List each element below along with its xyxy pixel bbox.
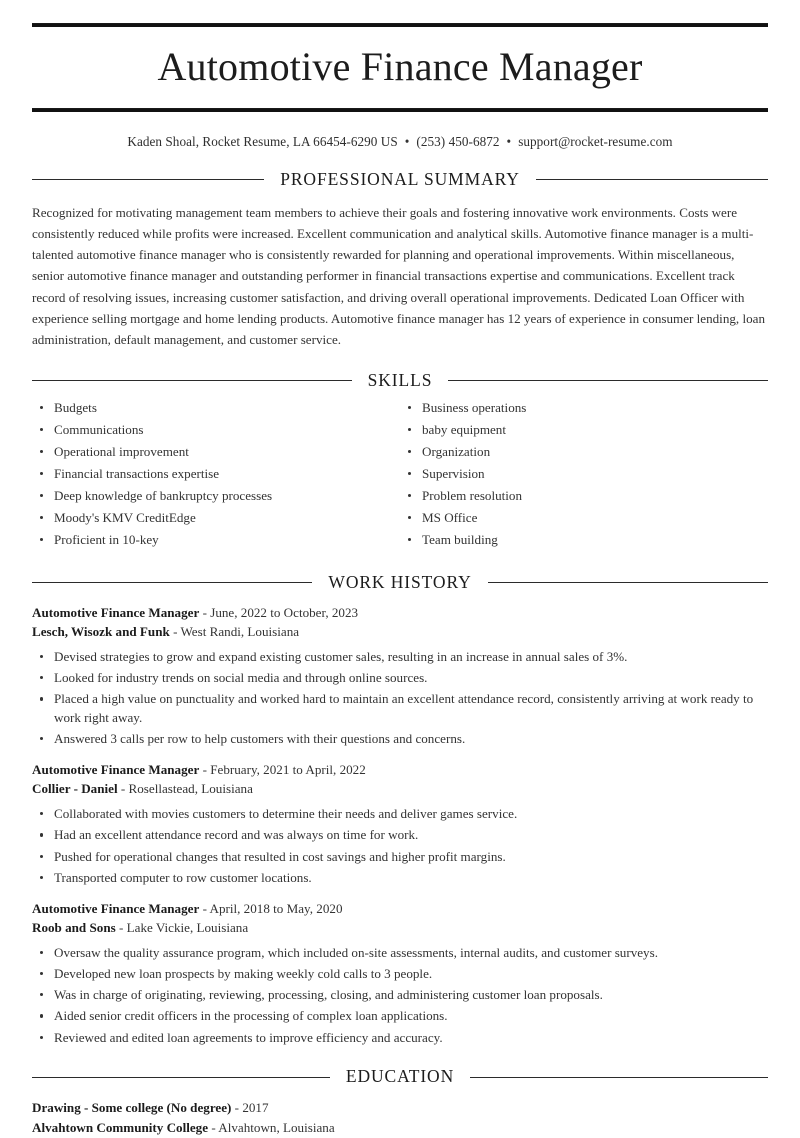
job-location: Rosellastead, Louisiana xyxy=(128,781,253,797)
section-rule-right xyxy=(470,1077,768,1078)
section-header-skills xyxy=(32,369,768,390)
list-item: Operational improvement xyxy=(32,443,400,461)
job-bullets xyxy=(32,648,768,749)
list-item: Supervision xyxy=(400,465,768,483)
job-company-line xyxy=(32,622,768,641)
list-item: Looked for industry trends on social media and through online sources. xyxy=(32,669,768,688)
work-history-entry xyxy=(32,760,768,888)
section-header-education xyxy=(32,1068,768,1086)
skills-column-left xyxy=(32,399,400,553)
section-header-work-history xyxy=(32,574,768,592)
job-bullets xyxy=(32,805,768,887)
job-title-line xyxy=(32,603,768,622)
list-item: Budgets xyxy=(32,399,400,417)
section-rule-left xyxy=(32,582,312,583)
list-item: Team building xyxy=(400,531,768,549)
list-item: Deep knowledge of bankruptcy processes xyxy=(32,487,400,505)
list-item: Reviewed and edited loan agreements to improve efficiency and accuracy. xyxy=(32,1029,768,1048)
job-company: Collier - Daniel xyxy=(32,781,118,797)
education-location: Alvahtown, Louisiana xyxy=(218,1119,335,1135)
job-title: Automotive Finance Manager xyxy=(32,900,200,916)
header-bottom-rule xyxy=(32,108,768,112)
section-title-work-history: WORK HISTORY xyxy=(328,572,472,593)
education-degree-line xyxy=(32,1098,768,1118)
page-title: Automotive Finance Manager xyxy=(157,44,643,89)
skills-list-left xyxy=(32,399,400,549)
list-item: MS Office xyxy=(400,509,768,527)
section-title-summary: PROFESSIONAL SUMMARY xyxy=(280,169,520,189)
education-separator: - xyxy=(211,1119,216,1135)
job-company: Lesch, Wisozk and Funk xyxy=(32,623,170,639)
job-title-line xyxy=(32,899,768,918)
list-item: Was in charge of originating, reviewing, processing, closing, and administering customer loan proposals. xyxy=(32,986,768,1005)
education-entry xyxy=(32,1098,768,1138)
education-separator: - xyxy=(234,1099,240,1115)
job-separator: - xyxy=(202,900,207,916)
summary-text: Recognized for motivating management team members to achieve their goals and fostering innovative work environments. Costs were consistently reduced while profits were increased. Excellent communication and analytical skills. Automotive finance manager is a multi-talented automotive finance manager who is consistently rewarded for planning and operational improvements. Within miscellaneous, senior automotive finance manager and outstanding performer in financial transactions expertise and communications. Excellent track record of resolving issues, increasing customer satisfaction, and driving overall operational improvements. Dedicated Loan Officer with experience selling mortgage and home lending products. Automotive finance manager has 12 years of experience in consumer lending, loan administration, default management, and customer service. xyxy=(32,204,766,348)
list-item: Placed a high value on punctuality and worked hard to maintain an excellent attendance record, consistently arriving at work ready to work right away. xyxy=(32,690,768,727)
job-title: Automotive Finance Manager xyxy=(32,762,200,777)
resume-page xyxy=(0,23,800,1135)
skills-list-right xyxy=(400,399,768,549)
list-item: Developed new loan prospects by making weekly cold calls to 3 people. xyxy=(32,965,768,984)
job-company-line xyxy=(32,779,768,798)
list-item: Financial transactions expertise xyxy=(32,465,400,483)
list-item: Aided senior credit officers in the processing of complex loan applications. xyxy=(32,1007,768,1026)
contact-separator-2: • xyxy=(506,134,512,149)
job-separator: - xyxy=(202,604,207,620)
job-title: Automotive Finance Manager xyxy=(32,604,200,620)
job-dates: April, 2018 to May, 2020 xyxy=(209,900,343,916)
list-item: Moody's KMV CreditEdge xyxy=(32,509,400,527)
list-item: Organization xyxy=(400,443,768,461)
education-school-line xyxy=(32,1118,768,1138)
work-history-entry xyxy=(32,899,768,1048)
job-bullets xyxy=(32,944,768,1048)
contact-email: support@rocket-resume.com xyxy=(518,134,673,149)
list-item: Business operations xyxy=(400,399,768,417)
list-item: baby equipment xyxy=(400,421,768,439)
section-rule-left xyxy=(32,1077,330,1078)
education-school: Alvahtown Community College xyxy=(32,1119,209,1135)
job-separator: - xyxy=(120,781,126,797)
job-location: Lake Vickie, Louisiana xyxy=(126,919,249,935)
job-separator: - xyxy=(202,762,207,777)
list-item: Problem resolution xyxy=(400,487,768,505)
section-rule-left xyxy=(32,380,352,381)
job-dates: February, 2021 to April, 2022 xyxy=(210,762,366,777)
list-item: Answered 3 calls per row to help customers with their questions and concerns. xyxy=(32,730,768,749)
section-rule-right xyxy=(536,179,768,180)
list-item: Pushed for operational changes that resulted in cost savings and higher profit margins. xyxy=(32,848,768,867)
job-company: Roob and Sons xyxy=(32,919,116,935)
section-rule-right xyxy=(448,380,768,381)
list-item: Communications xyxy=(32,421,400,439)
section-title-skills: SKILLS xyxy=(367,369,433,390)
job-separator: - xyxy=(118,919,124,935)
job-location: West Randi, Louisiana xyxy=(180,623,300,639)
job-company-line xyxy=(32,918,768,937)
list-item: Transported computer to row customer locations. xyxy=(32,869,768,888)
list-item: Oversaw the quality assurance program, which included on-site assessments, internal audits, and customer surveys. xyxy=(32,944,768,963)
contact-phone: (253) 450-6872 xyxy=(416,134,500,149)
list-item: Proficient in 10-key xyxy=(32,531,400,549)
list-item: Had an excellent attendance record and was always on time for work. xyxy=(32,826,768,845)
skills-column-right xyxy=(400,399,768,553)
section-header-summary xyxy=(32,171,768,189)
job-title-line xyxy=(32,760,768,779)
section-rule-left xyxy=(32,179,264,180)
contact-separator-1: • xyxy=(404,134,410,149)
skills-columns xyxy=(32,399,768,553)
work-history-entry xyxy=(32,603,768,749)
contact-line xyxy=(32,134,768,150)
list-item: Devised strategies to grow and expand existing customer sales, resulting in an increase in annual sales of 3%. xyxy=(32,648,768,667)
education-degree: Drawing - Some college (No degree) xyxy=(32,1099,232,1115)
job-dates: June, 2022 to October, 2023 xyxy=(210,604,359,620)
education-year: 2017 xyxy=(242,1099,269,1115)
job-separator: - xyxy=(173,623,178,639)
contact-name-address: Kaden Shoal, Rocket Resume, LA 66454-6290 US xyxy=(127,134,398,149)
section-title-education: EDUCATION xyxy=(345,1066,455,1087)
section-rule-right xyxy=(488,582,768,583)
list-item: Collaborated with movies customers to determine their needs and deliver games service. xyxy=(32,805,768,824)
